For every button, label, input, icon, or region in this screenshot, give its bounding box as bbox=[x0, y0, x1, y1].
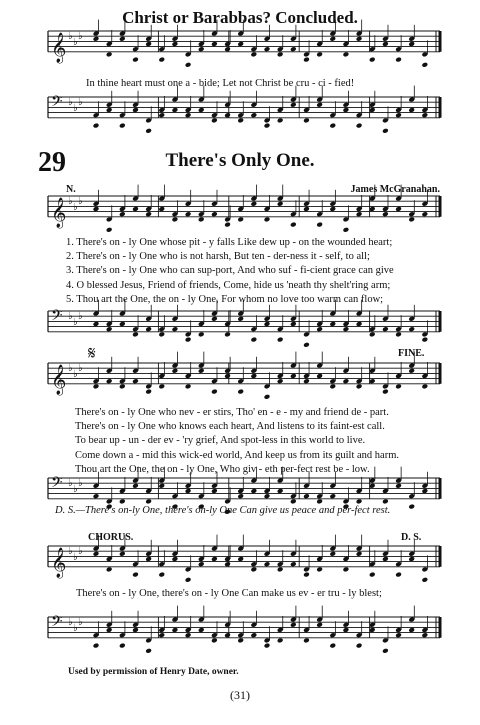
verse-line: There's on - ly One who knows each heart, And listens to its faint-est call. bbox=[75, 421, 385, 433]
notehead bbox=[395, 632, 402, 638]
notehead bbox=[277, 637, 284, 643]
page-number: (31) bbox=[230, 688, 250, 702]
svg-text:𝄢: 𝄢 bbox=[51, 613, 63, 634]
svg-text:♭: ♭ bbox=[68, 478, 73, 489]
notehead bbox=[356, 643, 363, 649]
notehead bbox=[106, 627, 113, 633]
composer-credit: James McGranahan. bbox=[350, 184, 440, 195]
svg-text:♭: ♭ bbox=[73, 623, 78, 634]
svg-text:♭: ♭ bbox=[78, 617, 83, 628]
svg-text:♭: ♭ bbox=[68, 546, 73, 557]
notehead bbox=[421, 632, 428, 638]
notehead bbox=[250, 632, 257, 638]
svg-text:♭: ♭ bbox=[68, 617, 73, 628]
svg-text:♭: ♭ bbox=[68, 31, 73, 42]
hymn-number: 29 bbox=[38, 147, 66, 178]
ds-label: D. S. bbox=[401, 532, 422, 543]
verse-line: 5. Thou art the One, the on - ly One, For whom no love too warm can flow; bbox=[66, 293, 384, 305]
svg-text:♭: ♭ bbox=[78, 97, 83, 108]
svg-text:𝄞: 𝄞 bbox=[51, 32, 67, 63]
svg-text:♭: ♭ bbox=[73, 37, 78, 48]
notehead bbox=[172, 627, 179, 633]
svg-text:𝄞: 𝄞 bbox=[51, 197, 67, 228]
verse-line: Thou art the One, the on - ly One, Who giv - eth per-fect rest be - low. bbox=[75, 463, 370, 475]
section-title: Christ or Barabbas? Concluded. bbox=[122, 8, 358, 27]
lyric-line-system-1: In thine heart must one a - bide; Let not Christ be cru - ci - fied! bbox=[86, 78, 355, 89]
svg-text:♭: ♭ bbox=[78, 311, 83, 322]
verse-line: 4. O blessed Jesus, Friend of friends, Come, hide us 'neath thy shelt'ring arm; bbox=[66, 279, 391, 291]
svg-text:♭: ♭ bbox=[78, 363, 83, 374]
notehead bbox=[132, 627, 139, 633]
tune-credit: N. bbox=[66, 184, 76, 195]
verse-line: There's on - ly One who nev - er stirs, Tho' en - e - my and friend de - part. bbox=[75, 407, 389, 418]
svg-text:♭: ♭ bbox=[73, 317, 78, 328]
svg-text:♭: ♭ bbox=[78, 196, 83, 207]
notehead bbox=[119, 643, 126, 649]
verse-line: 3. There's on - ly One who can sup-port, And who suf - fi-cient grace can give bbox=[66, 265, 394, 277]
notehead bbox=[382, 648, 389, 654]
chorus-label: CHORUS. bbox=[88, 532, 134, 543]
notehead bbox=[185, 632, 192, 638]
svg-text:♭: ♭ bbox=[68, 311, 73, 322]
svg-text:♭: ♭ bbox=[68, 196, 73, 207]
notehead bbox=[303, 637, 310, 643]
svg-text:♭: ♭ bbox=[78, 31, 83, 42]
fine-label: FINE. bbox=[398, 348, 425, 359]
notehead bbox=[224, 632, 231, 638]
verse-line: 2. There's on - ly One who is not harsh, But ten - der-ness it - self, to all; bbox=[66, 251, 370, 263]
notehead bbox=[158, 632, 165, 638]
notehead bbox=[237, 637, 244, 643]
notehead bbox=[145, 648, 152, 654]
svg-text:♭: ♭ bbox=[73, 202, 78, 213]
chorus-lyric-line: There's on - ly One, there's on - ly One Can make us ev - er tru - ly blest; bbox=[76, 588, 382, 599]
svg-text:♭: ♭ bbox=[68, 97, 73, 108]
svg-text:♭: ♭ bbox=[73, 552, 78, 563]
notehead bbox=[343, 627, 350, 633]
svg-text:𝄢: 𝄢 bbox=[51, 474, 63, 495]
notehead bbox=[264, 643, 271, 649]
notehead bbox=[329, 643, 336, 649]
svg-text:♭: ♭ bbox=[73, 484, 78, 495]
svg-text:♭: ♭ bbox=[78, 478, 83, 489]
verse-line: To bear up - un - der ev - 'ry grief, And spot-less in this world to live. bbox=[75, 435, 366, 447]
hymn-title: There's Only One. bbox=[165, 150, 315, 171]
svg-text:𝄢: 𝄢 bbox=[51, 307, 63, 328]
notehead bbox=[290, 622, 297, 628]
svg-text:𝄞: 𝄞 bbox=[51, 547, 67, 578]
verse-line: Come down a - mid this wick-ed world, And keep us from its guilt and harm. bbox=[75, 449, 399, 461]
svg-text:♭: ♭ bbox=[73, 103, 78, 114]
notehead bbox=[211, 637, 218, 643]
notehead bbox=[408, 627, 415, 633]
notehead bbox=[93, 643, 100, 649]
segno-sign: 𝄋 bbox=[88, 343, 96, 363]
permission-note: Used by permission of Henry Date, owner. bbox=[68, 667, 239, 677]
svg-text:♭: ♭ bbox=[78, 546, 83, 557]
verse-line: 1. There's on - ly One whose pit - y falls Like dew up - on the wounded heart; bbox=[66, 237, 393, 248]
svg-text:♭: ♭ bbox=[68, 363, 73, 374]
svg-text:𝄞: 𝄞 bbox=[51, 364, 67, 395]
svg-text:♭: ♭ bbox=[73, 369, 78, 380]
svg-text:𝄢: 𝄢 bbox=[51, 93, 63, 114]
notehead bbox=[316, 622, 323, 628]
notehead bbox=[198, 627, 205, 633]
dal-segno-line: D. S.—There's on-ly One, there's on-ly One Can give us peace and per-fect rest. bbox=[55, 505, 391, 516]
